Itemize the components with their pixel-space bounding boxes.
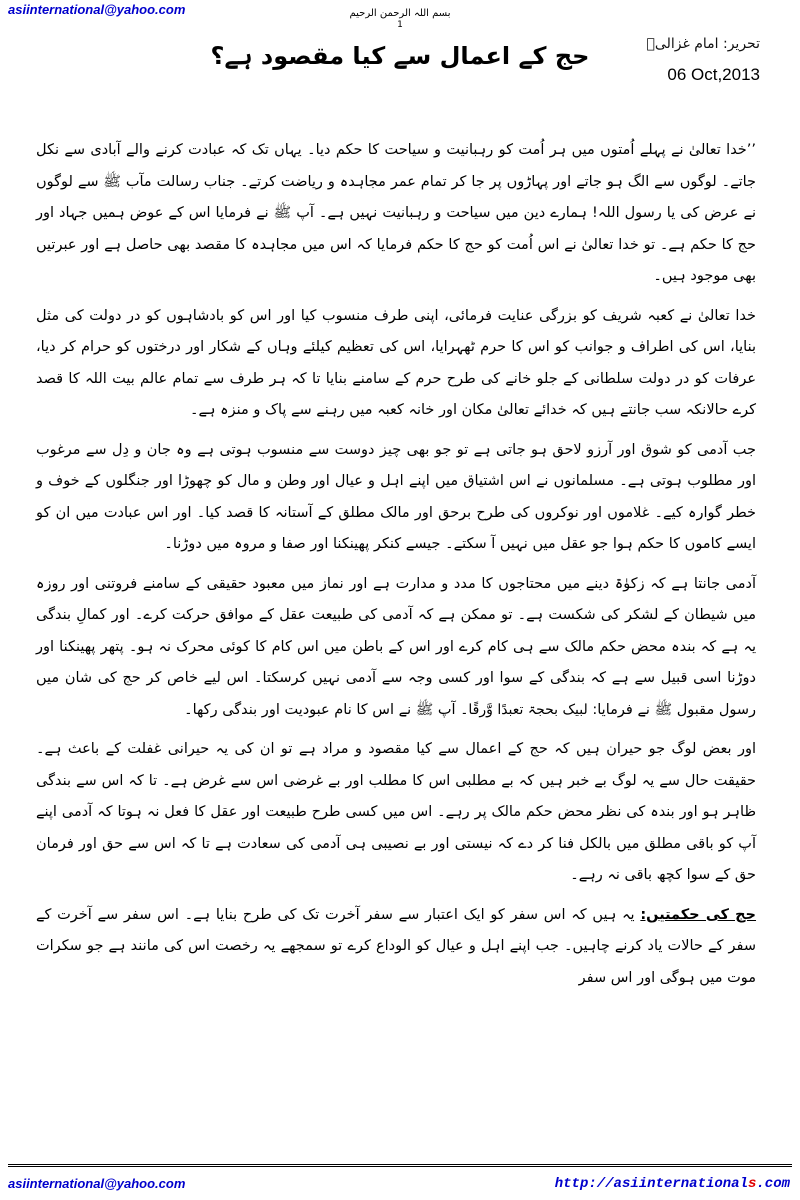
page-number: 1 [397,20,403,30]
quote-continuation: آپ ﷺ نے اس کا نام عبودیت اور بندگی رکھا۔ [184,701,456,718]
paragraph: اور بعض لوگ جو حیران ہیں کہ حج کے اعمال سے کیا مقصود و مراد ہے تو ان کی یہ حیرانی غفلت کے باعث ہے۔ حقیقت حال سے یہ لوگ بے خبر ہیں کہ بے مطلبی اس کا مطلب اور بے غرضی اس سے غرض ہے۔ تا کہ اس سے بندگی ظاہر ہو اور بندہ کی نظر محض حکم مالک پر رہے۔ اس میں کسی طرح طبیعت اور عقل کا فعل نہ ہوتا کہ آدمی اپنے آپ کو باقی مطلق میں بالکل فنا کر دے کہ نیستی اور بے نصیبی ہی آدمی کی سعادت ہے تا کہ اس سے حق اور فرمان حق کے سوا کچھ باقی نہ رہے۔ [36,741,756,883]
paragraph-text: آدمی جانتا ہے کہ زکوٰۃ دینے میں محتاجوں کا مدد و مدارت ہے اور نماز میں معبود حقیقی کے سامنے فروتنی اور روزہ میں شیطان کے لشکر کی شکست ہے۔ تو ممکن ہے کہ آدمی کی طبیعت عقل کے موافق حرکت کرے۔ اور کمالِ بندگی یہ ہے کہ بندہ محض حکم مالک سے ہی کام کرے اور اس کے باطن میں اس کام کا کوئی محرک نہ ہو۔ پتھر پھینکنا اور دوڑنا اسی قبیل سے ہے کہ بندگی کے سوا اور کسی وجہ سے آدمی نہیں کرسکتا۔ اس لیے خاص کر حج کی شان میں رسول مقبول ﷺ نے فرمایا: [36,575,757,718]
paragraph [36,569,756,727]
paragraph: خدا تعالیٰ نے کعبہ شریف کو بزرگی عنایت فرمائی، اپنی طرف منسوب کیا اور اس کو بادشاہوں کو در دولت کی مثل بنایا، اس کی اطراف و جوانب کو اس کا حرم ٹھہرایا، اس کی تعظیم کیلئے وہاں کے شکار اور درختوں کو حرام کر دیا، عرفات کو در دولت سلطانی کے جلو خانے کی طرح حرم کے سامنے بنایا تا کہ ہر طرف سے تمام عالم بیت اللہ کا قصد کرے حالانکہ سب جانتے ہیں کہ خدائے تعالیٰ مکان اور خانہ کعبہ میں رہنے سے پاک و منزہ ہے۔ [36,307,756,418]
author-line: تحریر: امام غزالیؒ [646,36,760,52]
paragraph: جب آدمی کو شوق اور آرزو لاحق ہو جاتی ہے تو جو بھی چیز دوست سے منسوب ہوتی ہے وہ جان و دِل سے مرغوب اور مطلوب ہوتی ہے۔ مسلمانوں نے اس اشتیاق میں اپنے اہل و عیال اور وطن و مال کو چھوڑا اور جنگلوں کے خوف و خطر گوارہ کیے۔ غلاموں اور نوکروں کی طرح برحق اور مالک مطلق کے آستانہ کا قصد کیا۔ اور اس عبادت میں ان کو ایسے کاموں کا حکم ہوا جو عقل میں نہیں آ سکتے۔ جیسے کنکر پھینکنا اور صفا و مروہ میں دوڑنا۔ [36,441,756,552]
page-title: حج کے اعمال سے کیا مقصود ہے؟ [210,42,590,70]
article-body [36,135,756,1002]
section [36,900,756,995]
bismillah: بسم اللہ الرحمن الرحیم [349,8,451,19]
site-highlight: s [747,1176,757,1192]
footer-email: asiinternational@yahoo.com [8,1176,186,1191]
arabic-quote: لبیک بحجۃ تعبدًا وَّرقًا۔ [460,701,588,718]
footer-divider [8,1164,792,1167]
site-prefix: http://asiinternational [554,1176,748,1192]
site-suffix: .com [756,1176,790,1192]
section-heading: حج کی حکمتیں: [640,906,757,923]
footer-website-link[interactable] [555,1176,790,1192]
publish-date: 06 Oct,2013 [667,65,760,84]
section-text: یہ ہیں کہ اس سفر کو ایک اعتبار سے سفر آخرت تک کی طرح بنایا ہے۔ اس سفر سے آخرت کے سفر کے حالات یاد کرنے چاہیں۔ جب اپنے اہل و عیال کو الوداع کرے تو سمجھے یہ رخصت اس کی مانند ہے جو سکرات موت میں ہوگی اور اس سفر [36,906,756,986]
header-email: asiinternational@yahoo.com [8,2,186,17]
paragraph: ’’خدا تعالیٰ نے پہلے اُمتوں میں ہر اُمت کو رہبانیت و سیاحت کا حکم دیا۔ یہاں تک کہ عبادت کرنے والے آبادی سے نکل جاتے۔ لوگوں سے الگ ہو جاتے اور پہاڑوں پر جا کر تمام عمر مجاہدہ و ریاضت کرتے۔ جناب رسالت مآب ﷺ سے لوگوں نے عرض کی یا رسول اللہ! ہمارے دین میں سیاحت و رہبانیت نہیں ہے۔ آپ ﷺ نے فرمایا اس کے عوض ہمیں جہاد اور حج کا حکم ہے۔ تو خدا تعالیٰ نے اس اُمت کو حج کا حکم فرمایا کہ اس میں مجاہدہ کا مقصد بھی حاصل ہے اور عبرتیں بھی موجود ہیں۔ [36,142,756,284]
